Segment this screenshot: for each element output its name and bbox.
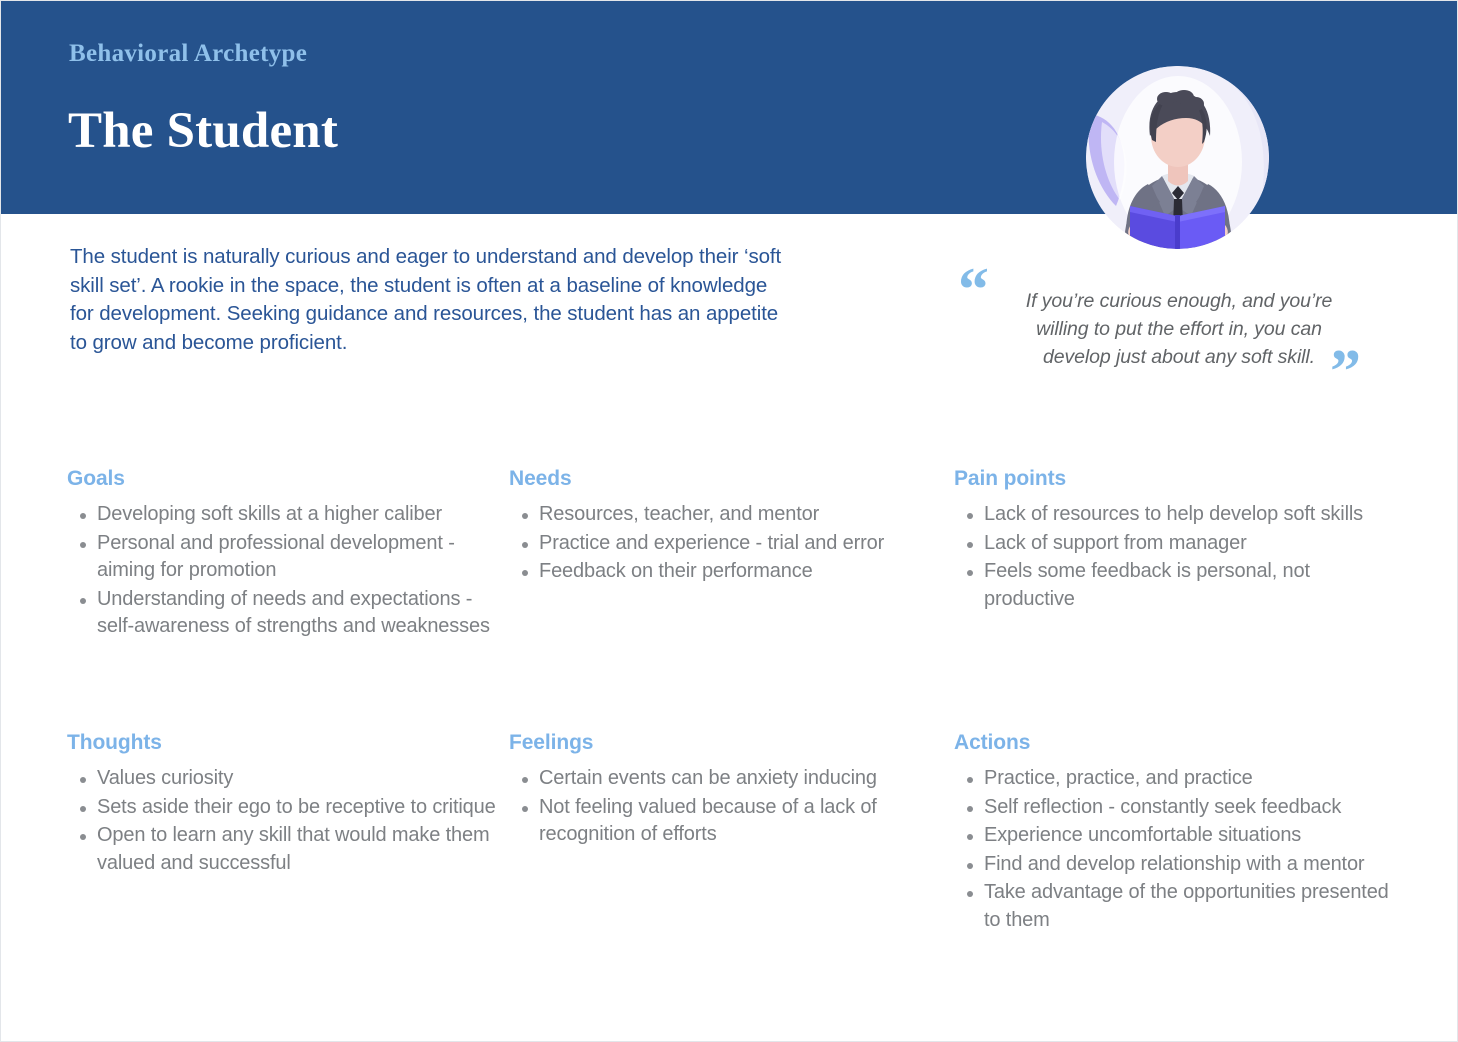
list-item: Take advantage of the opportunities presented to them bbox=[984, 879, 1404, 934]
page-title: The Student bbox=[68, 103, 339, 159]
list-item: Self reflection - constantly seek feedback bbox=[984, 794, 1404, 822]
student-reading-illustration bbox=[1086, 66, 1269, 249]
section-heading-feelings: Feelings bbox=[509, 731, 594, 754]
sections-row-top bbox=[1, 467, 1458, 731]
section-list-pain-points bbox=[954, 501, 1404, 613]
quote-open-icon: “ bbox=[958, 256, 989, 324]
list-item: Sets aside their ego to be receptive to critique bbox=[97, 794, 497, 822]
section-actions bbox=[954, 731, 1404, 935]
list-item: Certain events can be anxiety inducing bbox=[539, 765, 939, 793]
list-item: Feedback on their performance bbox=[539, 558, 939, 586]
section-list-thoughts bbox=[67, 765, 497, 877]
list-item: Values curiosity bbox=[97, 765, 497, 793]
section-heading-thoughts: Thoughts bbox=[67, 731, 162, 754]
persona-quote bbox=[951, 256, 1401, 406]
header-eyebrow: Behavioral Archetype bbox=[69, 40, 308, 67]
list-item: Find and develop relationship with a mentor bbox=[984, 851, 1404, 879]
list-item: Practice and experience - trial and error bbox=[539, 530, 939, 558]
section-heading-pain-points: Pain points bbox=[954, 467, 1067, 490]
section-heading-needs: Needs bbox=[509, 467, 572, 490]
list-item: Lack of support from manager bbox=[984, 530, 1404, 558]
list-item: Developing soft skills at a higher caliber bbox=[97, 501, 497, 529]
section-feelings bbox=[509, 731, 939, 850]
section-thoughts bbox=[67, 731, 497, 878]
section-heading-actions: Actions bbox=[954, 731, 1031, 754]
list-item: Experience uncomfortable situations bbox=[984, 822, 1404, 850]
list-item: Personal and professional development - aiming for promotion bbox=[97, 530, 497, 585]
section-needs bbox=[509, 467, 939, 587]
quote-text: If you’re curious enough, and you’re willing to put the effort in, you can develop just about any soft skill. bbox=[1025, 290, 1333, 368]
list-item: Practice, practice, and practice bbox=[984, 765, 1404, 793]
section-pain-points bbox=[954, 467, 1404, 614]
section-list-needs bbox=[509, 501, 939, 586]
list-item: Understanding of needs and expectations - self-awareness of strengths and weaknesses bbox=[97, 586, 497, 641]
list-item: Resources, teacher, and mentor bbox=[539, 501, 939, 529]
list-item: Lack of resources to help develop soft skills bbox=[984, 501, 1404, 529]
list-item: Feels some feedback is personal, not productive bbox=[984, 558, 1404, 613]
section-goals bbox=[67, 467, 497, 642]
section-list-actions bbox=[954, 765, 1404, 934]
list-item: Open to learn any skill that would make them valued and successful bbox=[97, 822, 497, 877]
section-heading-goals: Goals bbox=[67, 467, 125, 490]
sections-grid bbox=[1, 467, 1458, 931]
persona-description: The student is naturally curious and eager to understand and develop their ‘soft skill set’. A rookie in the space, the student is often at a baseline of knowledge for development. Seeking guidance and resources, the student has an appetite to grow and become proficient. bbox=[70, 245, 782, 354]
section-list-feelings bbox=[509, 765, 939, 849]
section-list-goals bbox=[67, 501, 497, 641]
avatar bbox=[1086, 66, 1269, 249]
list-item: Not feeling valued because of a lack of recognition of efforts bbox=[539, 794, 939, 849]
quote-close-icon: ” bbox=[1330, 338, 1361, 406]
